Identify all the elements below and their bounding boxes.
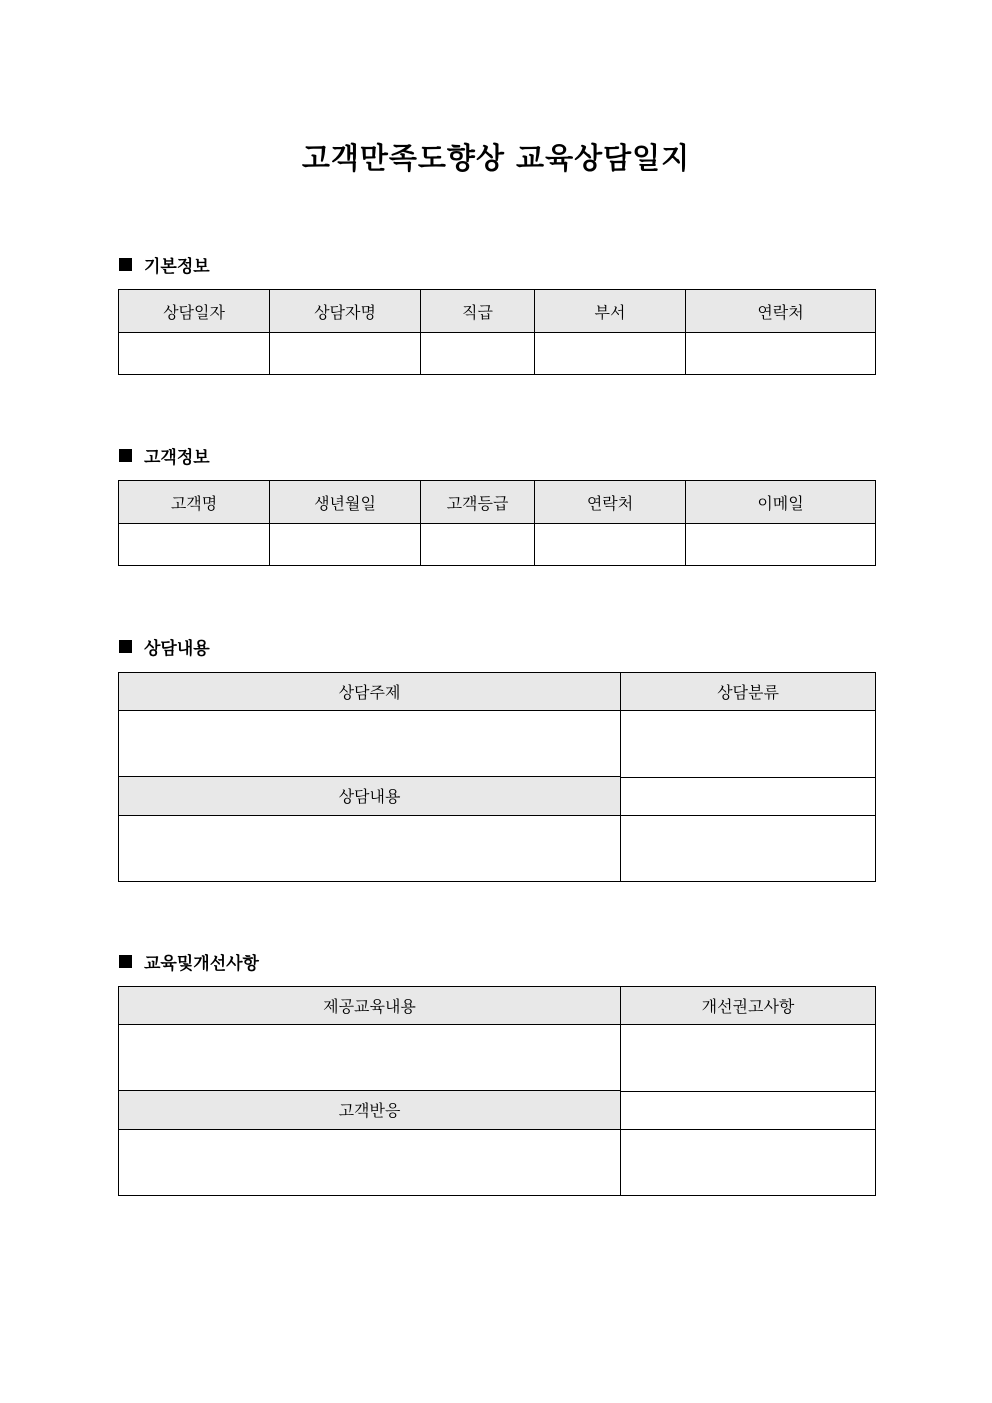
input-cell-position[interactable] <box>421 333 535 375</box>
section-heading-label: 교육및개선사항 <box>144 953 259 974</box>
input-cell-department[interactable] <box>535 333 686 375</box>
table-header-row <box>119 290 876 333</box>
input-cell-customer-name[interactable] <box>119 524 270 566</box>
consult-content-table <box>118 672 876 882</box>
section-heading-consult <box>119 634 210 658</box>
basic-info-table <box>118 289 876 375</box>
header-cell-customer-name: 고객명 <box>119 481 270 524</box>
square-bullet-icon <box>119 449 132 462</box>
header-cell-consultant-name: 상담자명 <box>270 290 421 333</box>
square-bullet-icon <box>119 640 132 653</box>
header-cell-email: 이메일 <box>686 481 876 524</box>
square-bullet-icon <box>119 955 132 968</box>
header-cell-consult-date: 상담일자 <box>119 290 270 333</box>
input-cell-consult-content[interactable] <box>119 815 621 881</box>
input-cell-contact[interactable] <box>686 333 876 375</box>
header-cell-customer-reaction: 고객반응 <box>119 1091 621 1129</box>
input-cell-provided-education[interactable] <box>119 1025 621 1091</box>
table-row <box>119 333 876 375</box>
header-cell-contact: 연락처 <box>535 481 686 524</box>
section-heading-label: 기본정보 <box>144 256 210 277</box>
input-cell-consultant-name[interactable] <box>270 333 421 375</box>
header-cell-consult-category: 상담분류 <box>621 673 876 711</box>
header-cell-department: 부서 <box>535 290 686 333</box>
square-bullet-icon <box>119 258 132 271</box>
header-cell-consult-topic: 상담주제 <box>119 673 621 711</box>
table-row <box>119 1025 876 1091</box>
input-cell-improvement-recommendation[interactable] <box>621 1025 876 1196</box>
table-row <box>119 524 876 566</box>
table-header-row <box>119 481 876 524</box>
input-cell-consult-category[interactable] <box>621 711 876 882</box>
header-cell-contact: 연락처 <box>686 290 876 333</box>
input-cell-birthdate[interactable] <box>270 524 421 566</box>
input-cell-contact[interactable] <box>535 524 686 566</box>
section-heading-education <box>119 949 259 973</box>
header-cell-position: 직급 <box>421 290 535 333</box>
education-table <box>118 986 876 1196</box>
table-header-row <box>119 987 876 1025</box>
header-cell-consult-content: 상담내용 <box>119 777 621 815</box>
customer-info-table <box>118 480 876 566</box>
input-cell-consult-topic[interactable] <box>119 711 621 777</box>
table-row <box>119 711 876 777</box>
input-cell-email[interactable] <box>686 524 876 566</box>
input-cell-consult-date[interactable] <box>119 333 270 375</box>
header-cell-customer-grade: 고객등급 <box>421 481 535 524</box>
header-cell-birthdate: 생년월일 <box>270 481 421 524</box>
section-heading-label: 고객정보 <box>144 447 210 468</box>
section-heading-label: 상담내용 <box>144 638 210 659</box>
header-cell-improvement-recommendation: 개선권고사항 <box>621 987 876 1025</box>
section-heading-customer <box>119 443 210 467</box>
page-title: 고객만족도향상 교육상담일지 <box>301 141 691 175</box>
input-cell-customer-grade[interactable] <box>421 524 535 566</box>
section-heading-basic <box>119 252 210 276</box>
header-cell-provided-education: 제공교육내용 <box>119 987 621 1025</box>
input-cell-customer-reaction[interactable] <box>119 1129 621 1195</box>
table-header-row <box>119 673 876 711</box>
